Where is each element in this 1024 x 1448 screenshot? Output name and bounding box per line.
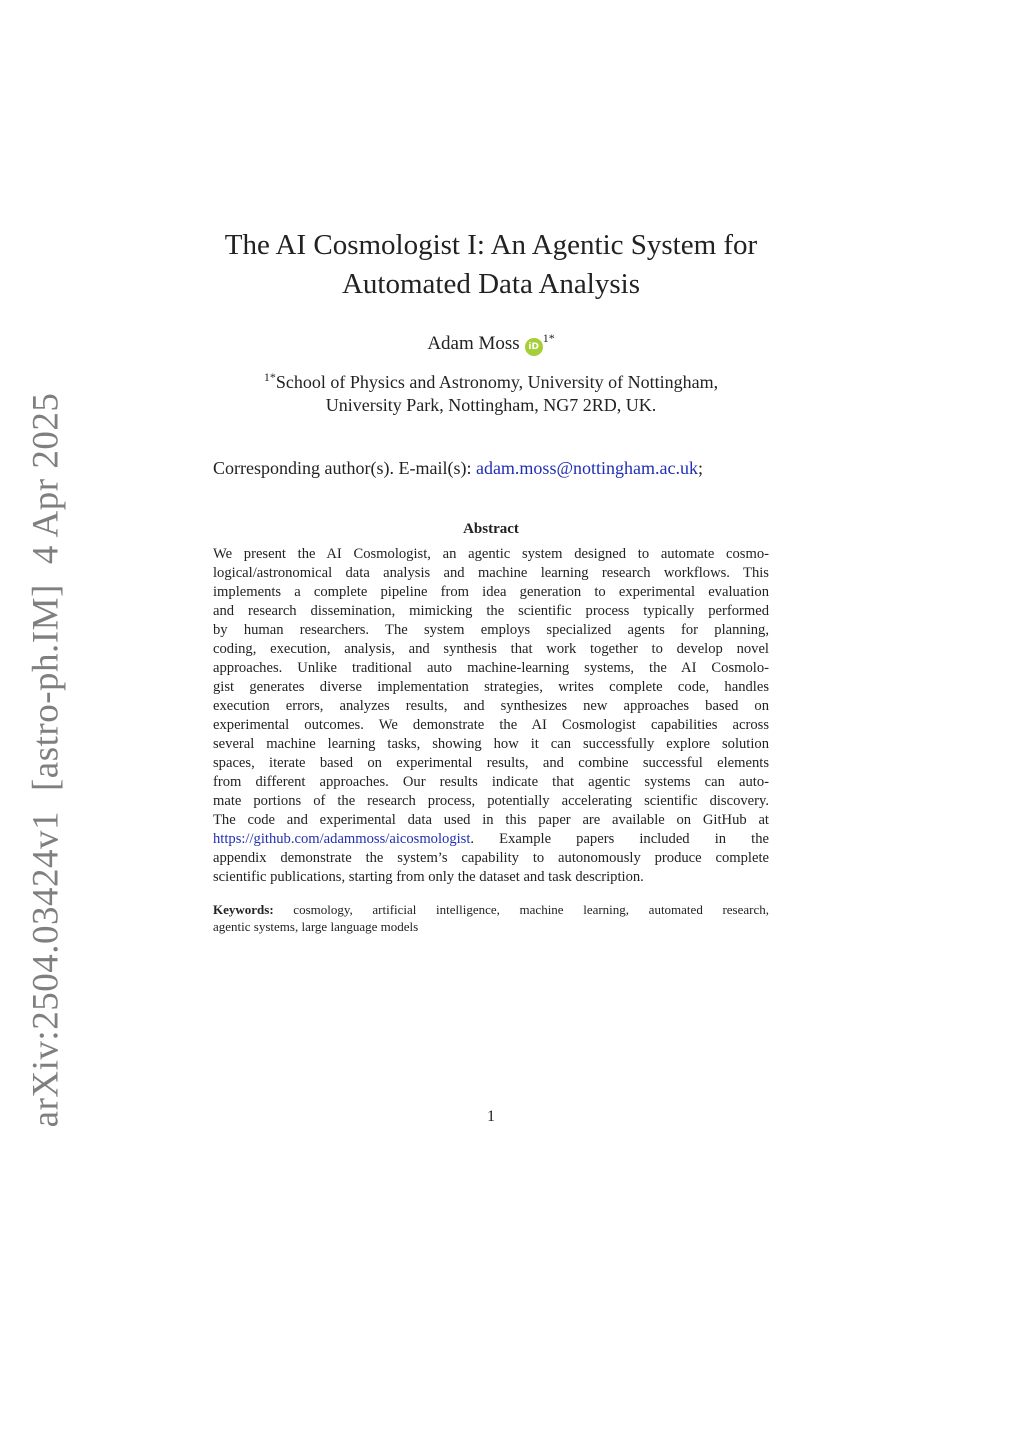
affiliation-line-1: School of Physics and Astronomy, University of Nottingham, (275, 372, 719, 392)
arxiv-date: 4 Apr 2025 (25, 392, 67, 565)
keywords-line-2: agentic systems, large language models (213, 919, 419, 934)
abstract-line: scientific publications, starting from only the dataset and task description. (213, 869, 644, 885)
author-affiliation-mark: 1* (542, 331, 555, 345)
corresponding-label: Corresponding author(s). E-mail(s): (213, 458, 476, 478)
abstract-line: several machine learning tasks, showing how it can successfully explore solution (213, 736, 769, 752)
paper-title-line-2: Automated Data Analysis (341, 268, 640, 300)
arxiv-identifier-stamp (25, 393, 68, 1128)
abstract-line: logical/astronomical data analysis and machine learning research workflows. This (213, 565, 769, 581)
corresponding-author (213, 458, 783, 479)
abstract-line: implements a complete pipeline from idea generation to experimental evaluation (213, 584, 769, 600)
keywords-line-1 (213, 901, 769, 918)
abstract-line: The code and experimental data used in this paper are available on GitHub at (213, 812, 769, 828)
keywords (213, 901, 769, 935)
abstract-line: from different approaches. Our results indicate that agentic systems can auto- (213, 774, 769, 790)
author-name: Adam Moss (427, 333, 520, 354)
affiliation (213, 371, 769, 417)
affiliation-mark: 1* (263, 370, 276, 384)
corresponding-trailing: ; (698, 458, 704, 478)
abstract-line: appendix demonstrate the system’s capability to autonomously produce complete (213, 850, 769, 866)
abstract-line: and research dissemination, mimicking the scientific process typically performed (213, 603, 769, 619)
abstract-line: by human researchers. The system employs specialized agents for planning, (213, 622, 769, 638)
abstract-link-line (213, 830, 769, 849)
abstract-body (213, 545, 769, 887)
email-link[interactable]: adam.moss@nottingham.ac.uk (475, 458, 698, 478)
arxiv-category: [astro-ph.IM] (25, 584, 67, 792)
abstract-line: coding, execution, analysis, and synthesis that work together to develop novel (213, 641, 769, 657)
keywords-label: Keywords: (213, 902, 274, 917)
page-number: 1 (487, 1108, 495, 1125)
abstract-line: spaces, iterate based on experimental results, and combine successful elements (213, 755, 769, 771)
paper-title (213, 226, 769, 304)
paper-title-line-1: The AI Cosmologist I: An Agentic System for (224, 229, 758, 261)
abstract-line: experimental outcomes. We demonstrate the AI Cosmologist capabilities across (213, 717, 769, 733)
author-line (213, 333, 769, 356)
abstract-line: gist generates diverse implementation strategies, writes complete code, handles (213, 679, 769, 695)
github-link[interactable]: https://github.com/adammoss/aicosmologist (213, 831, 471, 847)
abstract-line: execution errors, analyzes results, and synthesizes new approaches based on (213, 698, 769, 714)
abstract-line: We present the AI Cosmologist, an agentic system designed to automate cosmo- (213, 546, 769, 562)
orcid-icon[interactable]: iD (525, 338, 543, 356)
arxiv-id: arXiv:2504.03424v1 (25, 811, 67, 1128)
abstract-heading: Abstract (463, 521, 519, 537)
affiliation-line-2: University Park, Nottingham, NG7 2RD, UK. (325, 395, 657, 415)
keywords-list-1: cosmology, artificial intelligence, machine learning, automated research, (273, 902, 769, 917)
abstract-link-line-after: . Example papers included in the (470, 831, 769, 847)
abstract-line: mate portions of the research process, potentially accelerating scientific discovery. (213, 793, 769, 809)
abstract-line: approaches. Unlike traditional auto machine-learning systems, the AI Cosmolo- (213, 660, 769, 676)
